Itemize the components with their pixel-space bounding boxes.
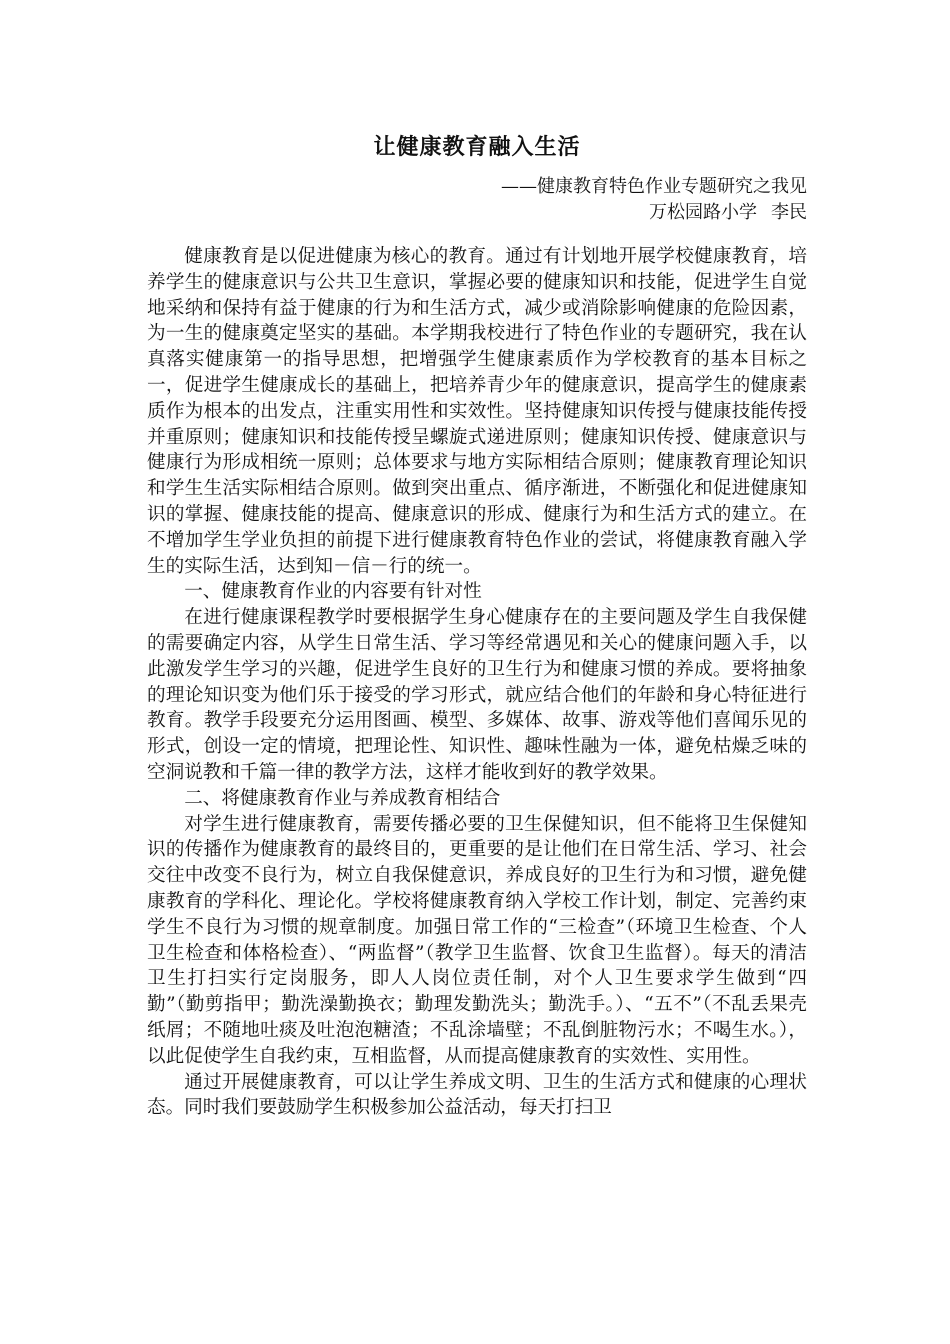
- paragraph-section-1: 在进行健康课程教学时要根据学生身心健康存在的主要问题及学生自我保健的需要确定内容，从学生日常生活、学习等经常遇见和关心的健康问题入手，以此激发学生学习的兴趣，促进学生良好的卫生行为和健康习惯的养成。要将抽象的理论知识变为他们乐于接受的学习形式，就应结合他们的年龄和身心特征进行教育。教学手段要充分运用图画、模型、多媒体、故事、游戏等他们喜闻乐见的形式，创设一定的情境，把理论性、知识性、趣味性融为一体，避免枯燥乏味的空洞说教和千篇一律的教学方法，这样才能收到好的教学效果。: [147, 607, 807, 783]
- author-name: 李民: [771, 202, 807, 223]
- author-line: [649, 200, 807, 226]
- paragraph-section-2: 对学生进行健康教育，需要传播必要的卫生保健知识，但不能将卫生保健知识的传播作为健康教育的最终目的，更重要的是让他们在日常生活、学习、社会交往中改变不良行为，树立自我保健意识，养成良好的卫生行为和习惯，避免健康教育的学科化、理论化。学校将健康教育纳入学校工作计划，制定、完善约束学生不良行为习惯的规章制度。加强日常工作的“三检查”（环境卫生检查、个人卫生检查和体格检查）、“两监督”（教学卫生监督、饮食卫生监督）。每天的清洁卫生打扫实行定岗服务，即人人岗位责任制，对个人卫生要求学生做到“四勤”（勤剪指甲；勤洗澡勤换衣；勤理发勤洗头；勤洗手。）、“五不”（不乱丢果壳纸屑；不随地吐痰及吐泡泡糖渣；不乱涂墙壁；不乱倒脏物污水；不喝生水。），以此促使学生自我约束，互相监督，从而提高健康教育的实效性、实用性。: [147, 813, 807, 1067]
- author-school: 万松园路小学: [649, 202, 757, 223]
- document-body: [147, 244, 807, 1121]
- document-title: 让健康教育融入生活: [373, 135, 581, 160]
- paragraph-closing: 通过开展健康教育，可以让学生养成文明、卫生的生活方式和健康的心理状态。同时我们要鼓励学生积极参加公益活动，每天打扫卫: [147, 1071, 807, 1119]
- section-heading-2: 二、将健康教育作业与养成教育相结合: [184, 787, 501, 809]
- document-subtitle: ——健康教育特色作业专题研究之我见: [501, 176, 807, 197]
- paragraph-intro: 健康教育是以促进健康为核心的教育。通过有计划地开展学校健康教育，培养学生的健康意识与公共卫生意识，掌握必要的健康知识和技能，促进学生自觉地采纳和保持有益于健康的行为和生活方式，减少或消除影响健康的危险因素，为一生的健康奠定坚实的基础。本学期我校进行了特色作业的专题研究，我在认真落实健康第一的指导思想，把增强学生健康素质作为学校教育的基本目标之一，促进学生健康成长的基础上，把培养青少年的健康意识，提高学生的健康素质作为根本的出发点，注重实用性和实效性。坚持健康知识传授与健康技能传授并重原则；健康知识和技能传授呈螺旋式递进原则；健康知识传授、健康意识与健康行为形成相统一原则；总体要求与地方实际相结合原则；健康教育理论知识和学生生活实际相结合原则。做到突出重点、循序渐进，不断强化和促进健康知识的掌握、健康技能的提高、健康意识的形成、健康行为和生活方式的建立。在不增加学生学业负担的前提下进行健康教育特色作业的尝试，将健康教育融入学生的实际生活，达到知－信－行的统一。: [147, 246, 807, 577]
- document-page: [147, 0, 807, 1344]
- section-heading-1: 一、健康教育作业的内容要有针对性: [184, 581, 482, 603]
